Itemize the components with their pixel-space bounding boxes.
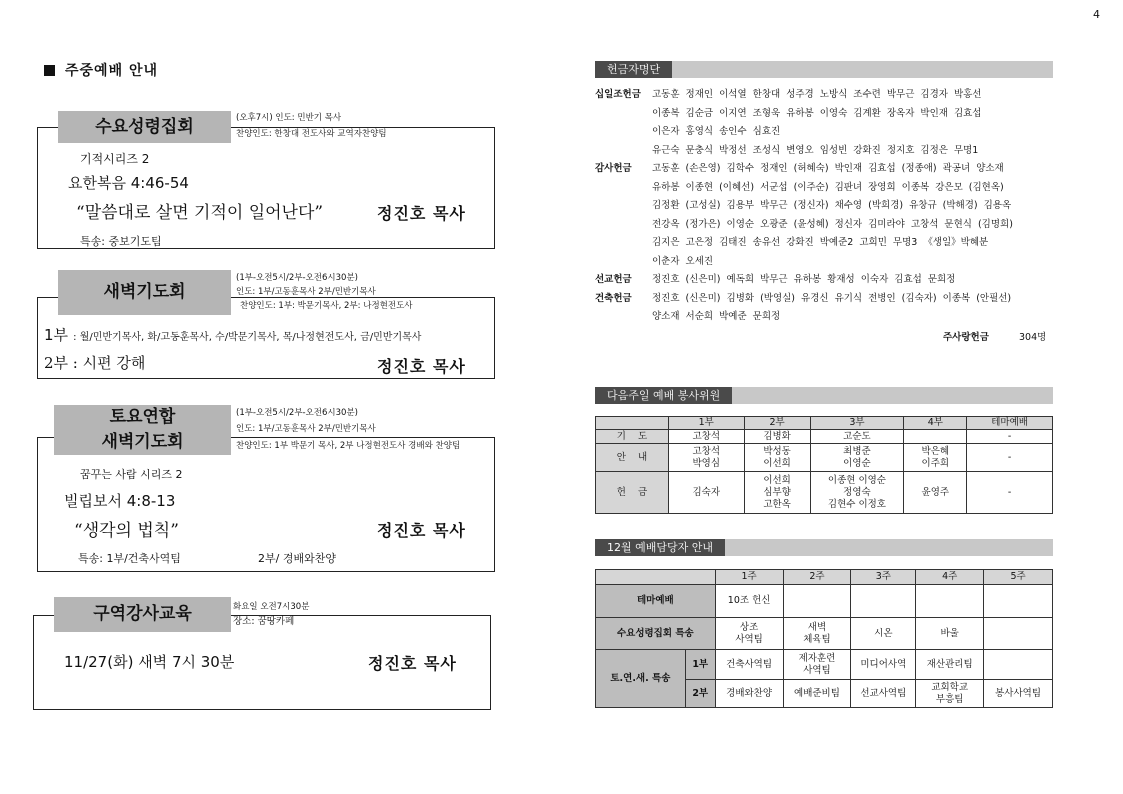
december-table bbox=[595, 569, 1053, 708]
volunteers-col-theme: 테마예배 bbox=[967, 417, 1053, 430]
donor-category-label: 감사헌금 bbox=[595, 163, 632, 174]
donor-names: 정진호 (신은미) 김병화 (박영실) 유경신 유기식 전병인 (김숙자) 이종복 (안필선) bbox=[652, 292, 1012, 304]
december-col: 2주 bbox=[783, 570, 851, 585]
december-col: 4주 bbox=[916, 570, 984, 585]
december-cell bbox=[851, 585, 916, 618]
december-cell: 봉사사역팀 bbox=[984, 680, 1053, 708]
volunteers-row-label: 기 도 bbox=[596, 430, 669, 444]
volunteers-cell: 윤영주 bbox=[904, 472, 967, 514]
donor-names: 유하봉 이종현 (이혜선) 서군섭 (이주순) 김판녀 장영희 이종복 강은모 (김현옥) bbox=[652, 181, 1004, 193]
volunteers-cell: 고순도 bbox=[810, 430, 904, 444]
wednesday-special-song: 특송: 중보기도팀 bbox=[80, 235, 162, 248]
wednesday-title: 수요성령집회 bbox=[58, 111, 231, 143]
saturday-sermon-title: “생각의 법칙” bbox=[74, 521, 179, 541]
saturday-title-line2: 새벽기도회 bbox=[101, 432, 184, 452]
december-cell: 교회학교 부흥팀 bbox=[916, 680, 984, 708]
volunteers-cell: 최병준 이영순 bbox=[810, 444, 904, 472]
district-title: 구역강사교육 bbox=[54, 597, 231, 632]
december-cell: 10조 헌신 bbox=[715, 585, 783, 618]
wednesday-sermon-title: “말씀대로 살면 기적이 일어난다” bbox=[76, 203, 324, 223]
donor-names: 고동훈 정재인 이석열 한창대 성주경 노방식 조수련 박무근 김경자 박홍선 bbox=[652, 89, 982, 100]
volunteers-cell: 김병화 bbox=[744, 430, 810, 444]
wednesday-scripture: 요한복음 4:46-54 bbox=[68, 174, 189, 192]
wednesday-info-1: (오후7시) 인도: 민반기 목사 bbox=[236, 113, 342, 123]
december-cell: 상조 사역팀 bbox=[715, 618, 783, 650]
donor-names: 김지은 고은정 김태진 송유선 강화진 박예준2 고희민 무명3 《생일》박혜분 bbox=[652, 237, 989, 248]
volunteers-row-label: 헌 금 bbox=[596, 472, 669, 514]
volunteers-table bbox=[595, 416, 1053, 514]
saturday-info-1: (1부-오전5시/2부-오전6시30분) bbox=[236, 408, 358, 418]
volunteers-col-blank bbox=[596, 417, 669, 430]
square-bullet-icon bbox=[44, 65, 55, 76]
december-theme-label: 테마예배 bbox=[596, 585, 716, 618]
main-offering-count: 304명 bbox=[1019, 332, 1047, 343]
main-offering-label: 주사랑헌금 bbox=[943, 332, 989, 343]
december-cell bbox=[783, 585, 851, 618]
saturday-title bbox=[54, 405, 231, 455]
saturday-info-3: 찬양인도: 1부 박문기 목사, 2부 나정현전도사 경배와 찬양팀 bbox=[236, 441, 461, 451]
donor-names: 유근숙 문충식 박정선 조성식 변영오 임성빈 강화진 정지호 김정은 무명1 bbox=[652, 144, 979, 156]
donor-names: 이은자 홍영식 송인수 심효진 bbox=[652, 126, 781, 137]
december-cell: 재산관리팀 bbox=[916, 650, 984, 680]
volunteers-col-1: 1부 bbox=[668, 417, 744, 430]
district-date: 11/27(화) 새벽 7시 30분 bbox=[64, 653, 235, 671]
dawn-info-3: 찬양인도: 1부: 박문기목사, 2부: 나정현전도사 bbox=[240, 301, 413, 311]
dawn-part1 bbox=[44, 324, 421, 345]
volunteers-cell bbox=[904, 430, 967, 444]
dawn-part1-label: 1부 bbox=[44, 326, 69, 344]
saturday-special-2: 2부/ 경배와찬양 bbox=[258, 552, 336, 565]
volunteers-cell: - bbox=[967, 472, 1053, 514]
donor-names: 정진호 (신은미) 예독희 박무근 유하봉 황재성 이숙자 김효섭 문희정 bbox=[652, 274, 956, 285]
wednesday-info-2: 찬양인도: 한창대 전도사와 교역자찬양팀 bbox=[236, 129, 387, 139]
donor-names: 전강옥 (정가은) 이영순 오광준 (윤성혜) 정신자 김미라야 고창석 문현식 (김명희) bbox=[652, 218, 1013, 230]
december-p1-label: 1부 bbox=[685, 650, 715, 680]
december-cell bbox=[984, 650, 1053, 680]
donor-names: 이종복 김순금 이지연 조형욱 유하봉 이영숙 김계환 장옥자 박인재 김효섭 bbox=[652, 107, 982, 119]
saturday-pastor: 정진호 목사 bbox=[377, 521, 466, 540]
volunteers-header bbox=[595, 387, 1053, 404]
december-cell: 건축사역팀 bbox=[715, 650, 783, 680]
december-cell: 새벽 체육팀 bbox=[783, 618, 851, 650]
wednesday-series: 기적시리즈 2 bbox=[80, 152, 150, 166]
december-corner bbox=[596, 570, 716, 585]
dawn-pastor: 정진호 목사 bbox=[377, 357, 466, 376]
donor-names: 고동훈 (손은영) 김학수 정재인 (허혜숙) 박인재 김효섭 (정종애) 곽공녀 양소재 bbox=[652, 163, 1004, 174]
section-title-text: 주중예배 안내 bbox=[65, 63, 159, 79]
dawn-title: 새벽기도회 bbox=[58, 270, 231, 315]
volunteers-cell: 고창석 bbox=[668, 430, 744, 444]
december-cell bbox=[984, 585, 1053, 618]
district-info-2: 장소: 꿈땅카페 bbox=[233, 616, 295, 627]
december-col: 5주 bbox=[984, 570, 1053, 585]
december-cell: 미디어사역 bbox=[851, 650, 916, 680]
donor-list-header bbox=[595, 61, 1053, 78]
dawn-part1-leaders: : 월/민반기목사, 화/고동훈목사, 수/박문기목사, 목/나정현전도사, 금/민반기목사 bbox=[73, 332, 422, 343]
volunteers-cell: - bbox=[967, 430, 1053, 444]
dawn-part2: 2부 : 시편 강해 bbox=[44, 354, 146, 372]
donor-names: 이춘자 오세진 bbox=[652, 255, 714, 267]
volunteers-cell: 이종현 이영순 정영숙 김현수 이정호 bbox=[810, 472, 904, 514]
dawn-info-1: (1부-오전5시/2부-오전6시30분) bbox=[236, 273, 358, 283]
december-p2-label: 2부 bbox=[685, 680, 715, 708]
saturday-info-2: 인도: 1부/고동훈목사 2부/민반기목사 bbox=[236, 424, 376, 434]
volunteers-col-2: 2부 bbox=[744, 417, 810, 430]
december-cell: 예배준비팀 bbox=[783, 680, 851, 708]
december-cell: 시온 bbox=[851, 618, 916, 650]
volunteers-header-text: 다음주일 예배 봉사위원 bbox=[595, 387, 732, 404]
december-cell: 바울 bbox=[916, 618, 984, 650]
saturday-special-1: 특송: 1부/건축사역팀 bbox=[78, 552, 181, 565]
december-col: 3주 bbox=[851, 570, 916, 585]
volunteers-cell: 박성동 이선희 bbox=[744, 444, 810, 472]
dawn-info-2: 인도: 1부/고동훈목사 2부/민반기목사 bbox=[236, 287, 376, 297]
wednesday-pastor: 정진호 목사 bbox=[377, 204, 466, 223]
district-info-1: 화요일 오전7시30분 bbox=[233, 602, 310, 612]
volunteers-col-4: 4부 bbox=[904, 417, 967, 430]
december-header-text: 12월 예배담당자 안내 bbox=[595, 539, 725, 556]
page-number: 4 bbox=[1093, 8, 1100, 21]
donor-category-label: 십일조헌금 bbox=[595, 89, 641, 100]
december-dawn-label: 토.연.새. 특송 bbox=[596, 650, 686, 708]
saturday-title-line1: 토요연합 bbox=[109, 407, 176, 427]
december-cell bbox=[916, 585, 984, 618]
donor-category-label: 선교헌금 bbox=[595, 274, 632, 285]
december-wed-label: 수요성령집회 특송 bbox=[596, 618, 716, 650]
donor-category-label: 건축헌금 bbox=[595, 292, 632, 304]
donor-list-header-text: 헌금자명단 bbox=[595, 61, 672, 78]
december-cell: 제자훈련 사역팀 bbox=[783, 650, 851, 680]
volunteers-cell: 김숙자 bbox=[668, 472, 744, 514]
volunteers-cell: 박은혜 이주희 bbox=[904, 444, 967, 472]
december-cell: 선교사역팀 bbox=[851, 680, 916, 708]
volunteers-cell: 이선희 심부향 고한옥 bbox=[744, 472, 810, 514]
volunteers-cell: - bbox=[967, 444, 1053, 472]
donor-names: 김정환 (고성실) 김용부 박무근 (정신자) 채수영 (박희경) 유창규 (박해경) 김용옥 bbox=[652, 200, 1012, 211]
december-cell: 경배와찬양 bbox=[715, 680, 783, 708]
saturday-series: 꿈꾸는 사람 시리즈 2 bbox=[80, 468, 183, 481]
saturday-scripture: 빌립보서 4:8-13 bbox=[64, 492, 176, 510]
december-col: 1주 bbox=[715, 570, 783, 585]
section-title bbox=[44, 60, 158, 80]
district-pastor: 정진호 목사 bbox=[368, 654, 457, 673]
december-header bbox=[595, 539, 1053, 556]
donor-names: 양소재 서순희 박예준 문희정 bbox=[652, 311, 781, 322]
volunteers-cell: 고창석 박영심 bbox=[668, 444, 744, 472]
volunteers-row-label: 안 내 bbox=[596, 444, 669, 472]
december-cell bbox=[984, 618, 1053, 650]
volunteers-col-3: 3부 bbox=[810, 417, 904, 430]
